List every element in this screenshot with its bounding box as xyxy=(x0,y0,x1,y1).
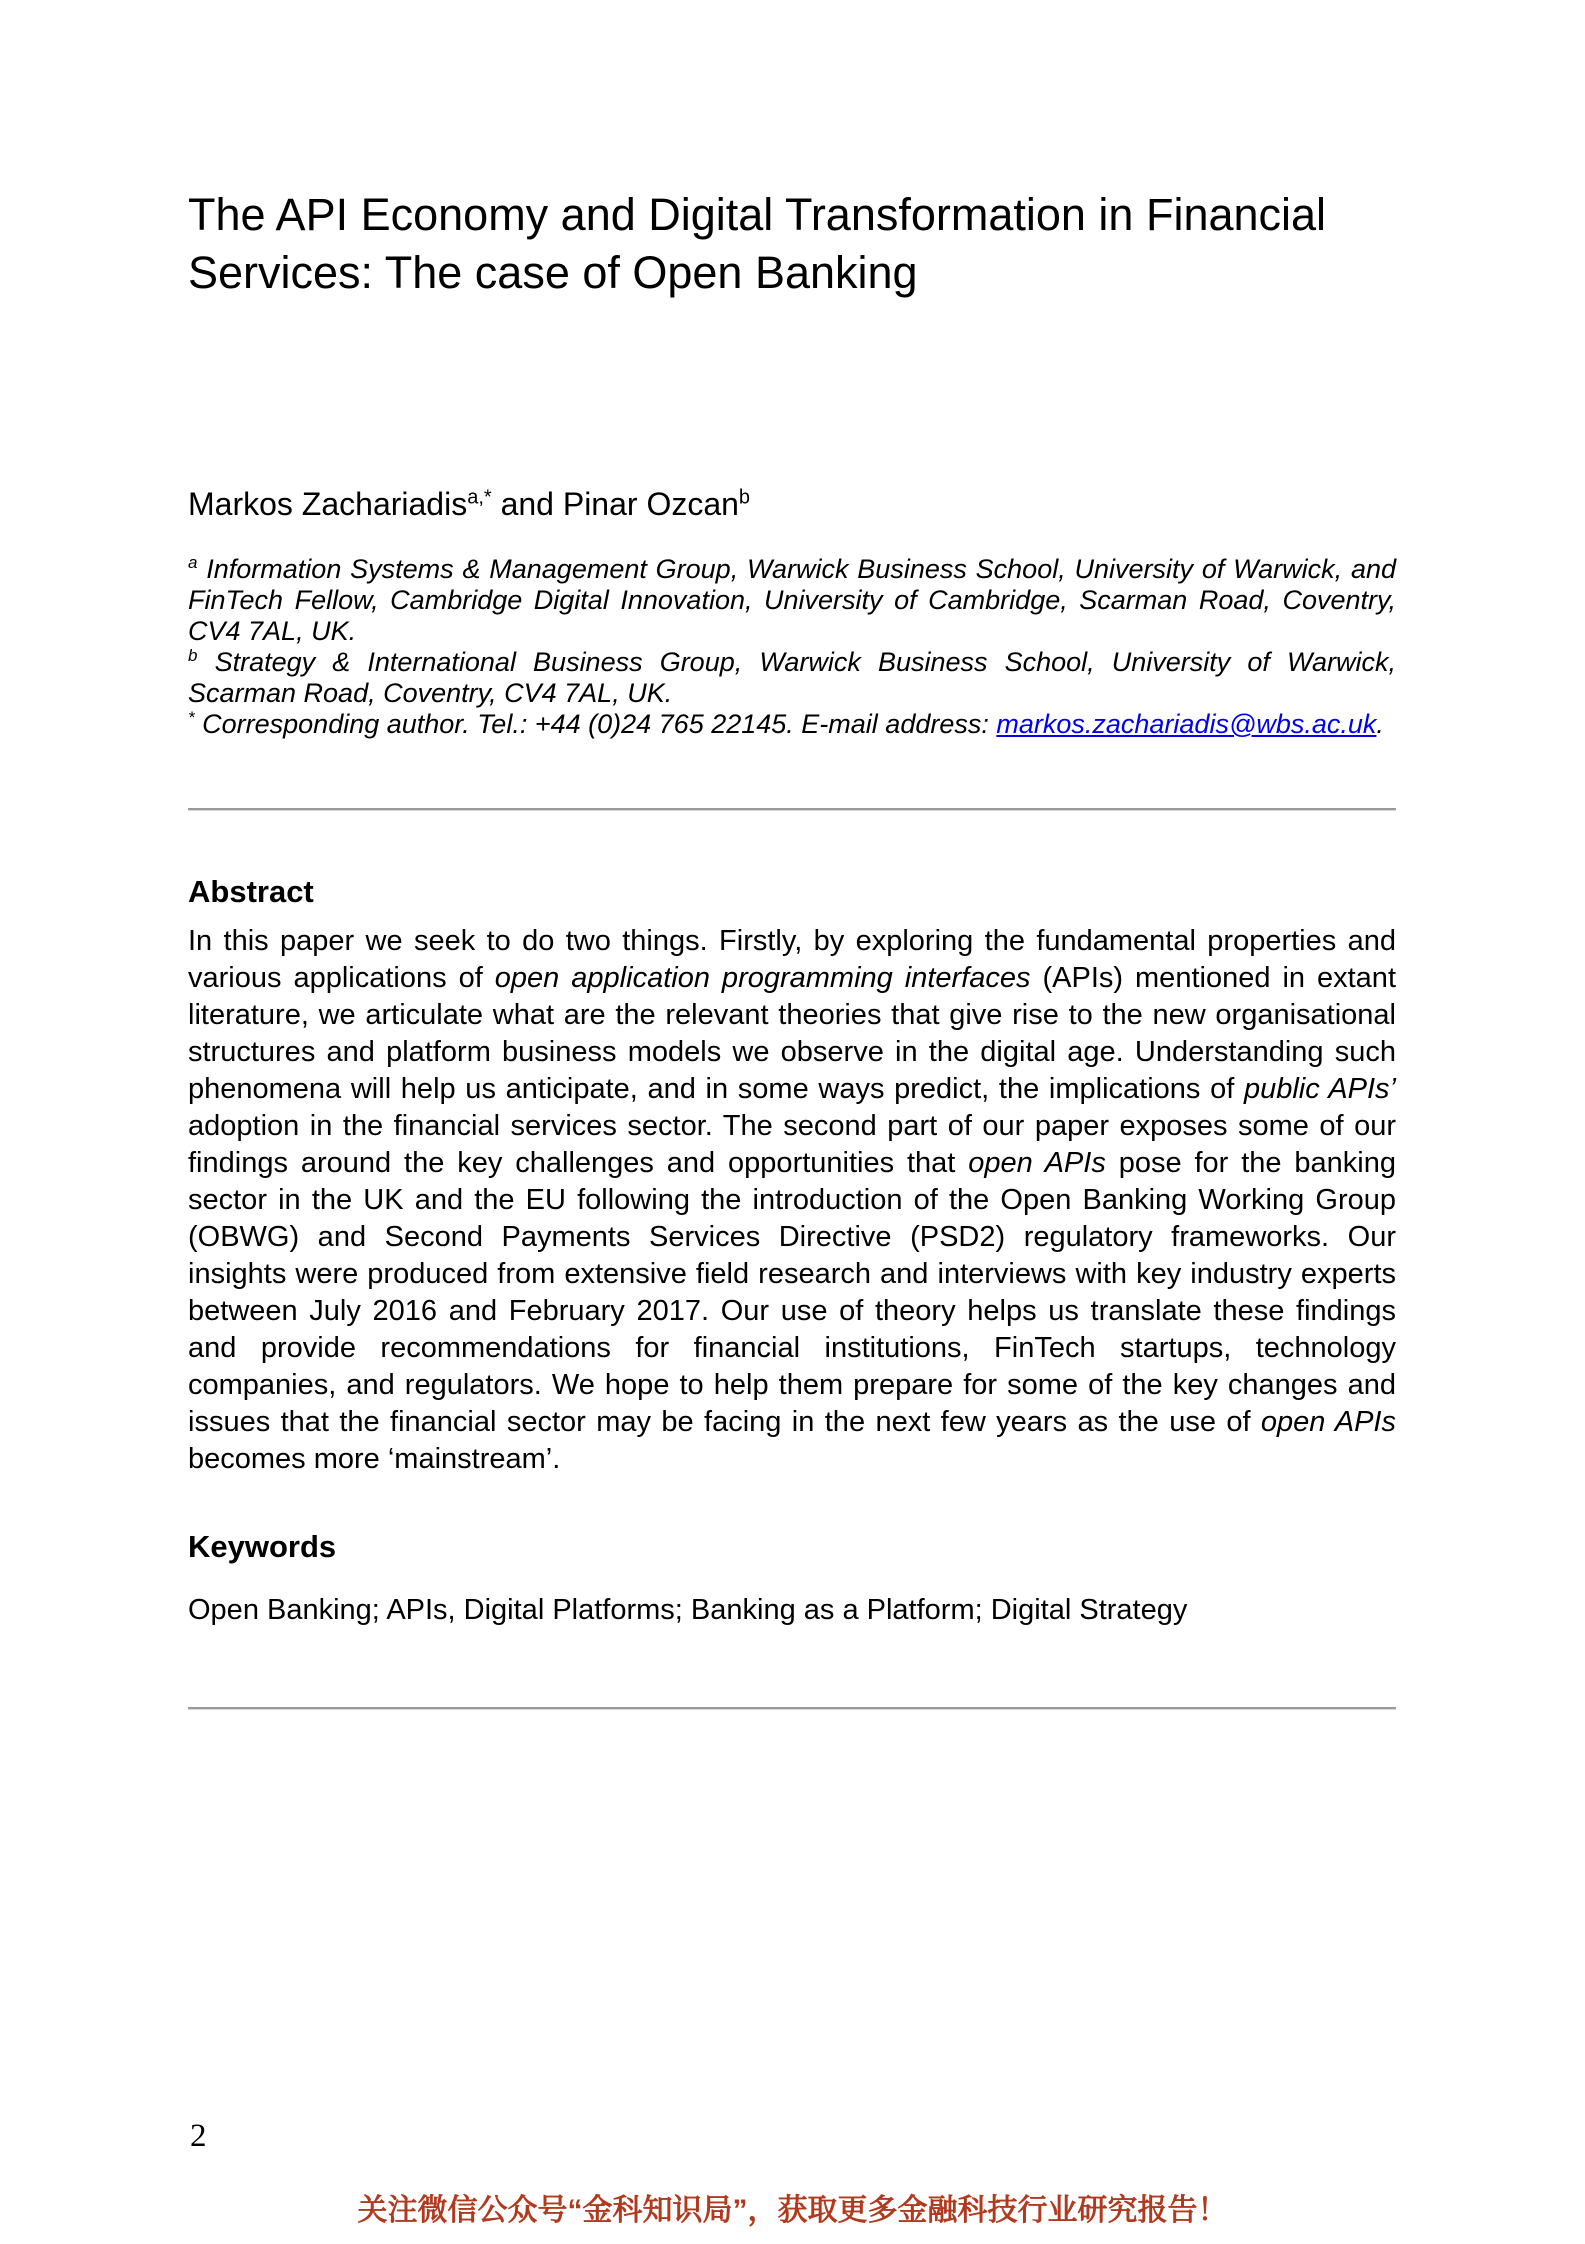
email-link[interactable]: markos.zachariadis@wbs.ac.uk xyxy=(996,709,1377,739)
footer-note: 关注微信公众号“金科知识局”，获取更多金融科技行业研究报告！ xyxy=(357,2194,1228,2227)
abstract-italic-segment: open application programming interfaces xyxy=(494,962,1031,994)
abstract-italic-segment: open APIs xyxy=(968,1147,1106,1179)
abstract-italic-segment: public APIs’ xyxy=(1243,1073,1396,1105)
affiliation-b-superscript: b xyxy=(188,646,198,665)
keywords-heading: Keywords xyxy=(188,1529,337,1564)
keywords-text: Open Banking; APIs, Digital Platforms; Banking as a Platform; Digital Strategy xyxy=(188,1594,1188,1626)
abstract-segment: adoption in the financial services sector. The second part of our paper exposes some of our findings around the key challenges and opportunities that xyxy=(188,1110,1396,1179)
abstract-segment: In this paper we seek to do two things. Firstly, by exploring the fundamental properties and various applications of xyxy=(188,925,1396,994)
author-2-superscript: b xyxy=(738,486,751,509)
abstract-segment: (APIs) mentioned in extant literature, we articulate what are the relevant theories that give rise to the new organisational structures and platform business models we observe in the digital age. Understanding such phenomena will help us anticipate, and in some ways predict, the implications of xyxy=(188,962,1396,1105)
page-number: 2 xyxy=(190,2118,207,2154)
authors-line xyxy=(188,484,1396,524)
corresponding-author-period: . xyxy=(1376,709,1384,739)
paper-title: The API Economy and Digital Transformation in Financial Services: The case of Open Banking xyxy=(188,189,1327,298)
abstract-text xyxy=(188,923,1396,1478)
affiliation-a-text: Information Systems & Management Group, Warwick Business School, University of Warwick, and FinTech Fellow, Cambridge Digital Innovation, University of Cambridge, Scarman Road, Coventry, CV4 7AL, UK. xyxy=(188,554,1396,646)
abstract-heading: Abstract xyxy=(188,874,314,909)
author-name-1: Markos Zachariadis xyxy=(188,486,468,522)
authors-connector: and xyxy=(491,486,563,522)
abstract-italic-segment: open APIs xyxy=(1260,1406,1396,1438)
author-name-2: Pinar Ozcan xyxy=(562,486,739,522)
affiliations-block xyxy=(188,554,1396,740)
abstract-segment: becomes more ‘mainstream’. xyxy=(188,1443,561,1475)
separator-line-bottom xyxy=(188,1707,1396,1710)
page-content xyxy=(188,0,1396,1710)
author-1-superscript: a,* xyxy=(467,486,492,509)
affiliation-a-superscript: a xyxy=(188,553,198,572)
separator-line-top xyxy=(188,808,1396,811)
corresponding-author-text: Corresponding author. Tel.: +44 (0)24 765 22145. E-mail address: xyxy=(194,709,997,739)
affiliation-b-text: Strategy & International Business Group, Warwick Business School, University of Warwick, Scarman Road, Coventry, CV4 7AL, UK. xyxy=(188,647,1396,708)
corresponding-author-superscript: * xyxy=(188,708,195,727)
abstract-segment: pose for the banking sector in the UK and the EU following the introduction of the Open Banking Working Group (OBWG) and Second Payments Services Directive (PSD2) regulatory frameworks. Our insights were produced from extensive field research and interviews with key industry experts between July 2016 and February 2017. Our use of theory helps us translate these findings and provide recommendations for financial institutions, FinTech startups, technology companies, and regulators. We hope to help them prepare for some of the key changes and issues that the financial sector may be facing in the next few years as the use of xyxy=(188,1147,1396,1438)
